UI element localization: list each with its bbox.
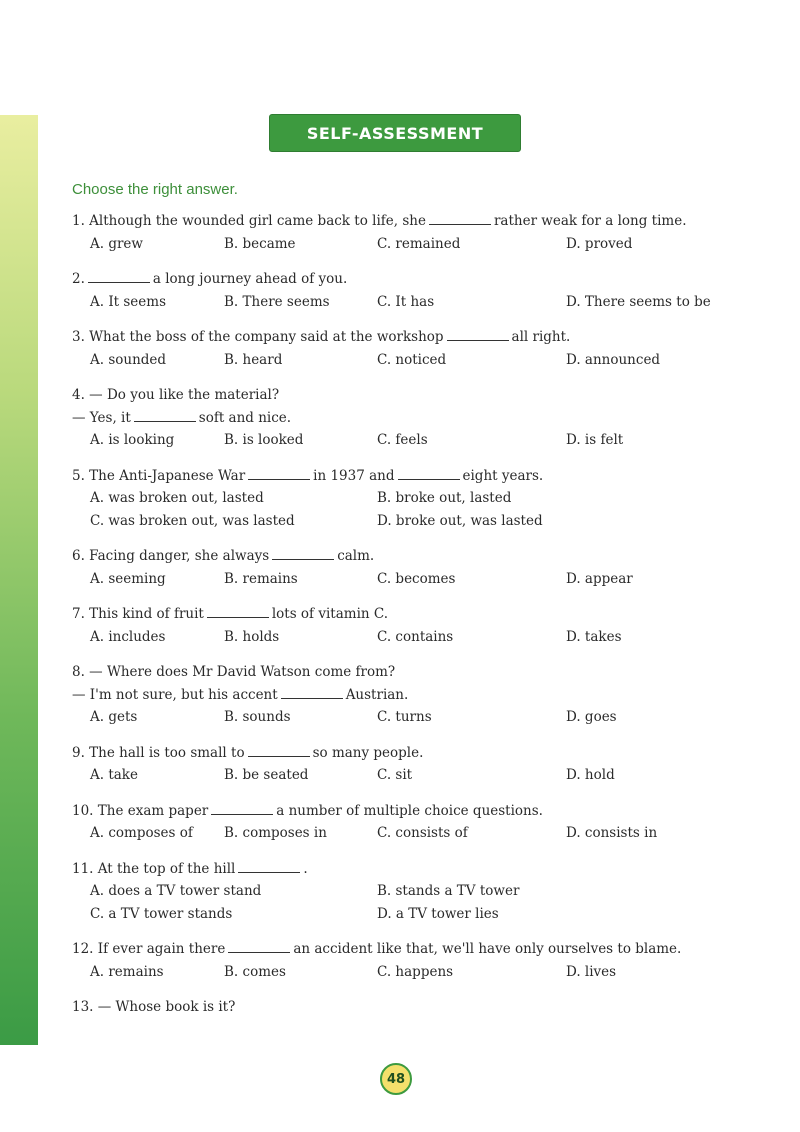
question-text — [72, 326, 732, 349]
answer-option[interactable]: B. is looked — [224, 432, 304, 448]
option-row — [72, 233, 732, 256]
answer-option[interactable]: D. announced — [566, 351, 661, 368]
answer-option[interactable]: C. becomes — [377, 570, 456, 587]
question-text — [72, 384, 732, 407]
answer-option[interactable]: B. stands a TV tower — [377, 883, 520, 899]
question-9 — [72, 742, 732, 787]
side-color-bar — [0, 115, 38, 1045]
question-8 — [72, 661, 732, 729]
question-text-after: Austrian. — [345, 686, 409, 703]
question-text-before: 8. — Where does Mr David Watson come from? — [72, 664, 396, 680]
question-text — [72, 800, 732, 823]
question-7 — [72, 603, 732, 648]
question-text-before: — Yes, it — [72, 409, 131, 426]
question-text-after: eight years. — [462, 467, 544, 484]
answer-option[interactable]: A. is looking — [90, 432, 175, 448]
answer-option[interactable]: A. grew — [90, 235, 143, 252]
question-text — [72, 465, 732, 488]
answer-option[interactable]: C. noticed — [377, 351, 447, 368]
question-1 — [72, 210, 732, 255]
instruction-text: Choose the right answer. — [72, 181, 238, 198]
answer-option[interactable]: A. It seems — [90, 293, 167, 310]
answer-option[interactable]: C. contains — [377, 628, 454, 645]
question-3 — [72, 326, 732, 371]
answer-option[interactable]: C. turns — [377, 709, 432, 725]
answer-option[interactable]: A. composes of — [90, 825, 193, 841]
answer-blank[interactable] — [238, 860, 300, 873]
answer-blank[interactable] — [228, 940, 290, 953]
question-text-after: an accident like that, we'll have only ourselves to blame. — [293, 941, 682, 957]
question-text-after: so many people. — [312, 744, 424, 761]
answer-option[interactable]: D. hold — [566, 767, 615, 783]
question-text-mid: in 1937 and — [313, 467, 395, 484]
question-text — [72, 996, 732, 1019]
question-text-after: calm. — [337, 548, 375, 564]
option-row — [72, 764, 732, 787]
question-text — [72, 407, 732, 430]
question-text-after: . — [303, 860, 308, 877]
question-text — [72, 742, 732, 765]
answer-option[interactable]: A. seeming — [90, 570, 166, 587]
question-text-before: 4. — Do you like the material? — [72, 387, 280, 403]
answer-option[interactable]: B. comes — [224, 963, 286, 980]
answer-option[interactable]: D. goes — [566, 709, 617, 725]
answer-blank[interactable] — [429, 212, 491, 225]
question-text-before: 12. If ever again there — [72, 941, 226, 957]
question-text-after: all right. — [511, 329, 571, 345]
answer-blank[interactable] — [248, 467, 310, 480]
question-text-after: lots of vitamin C. — [271, 606, 389, 622]
answer-option[interactable]: D. is felt — [566, 432, 624, 448]
answer-blank[interactable] — [248, 744, 310, 757]
option-row — [72, 626, 732, 649]
answer-option[interactable]: C. a TV tower stands — [90, 905, 233, 922]
question-text — [72, 210, 732, 233]
question-text — [72, 661, 732, 684]
answer-blank[interactable] — [281, 686, 343, 699]
answer-option[interactable]: B. There seems — [224, 293, 330, 310]
page-number: 48 — [380, 1063, 412, 1095]
answer-option[interactable]: C. happens — [377, 963, 454, 980]
option-row — [72, 510, 732, 533]
answer-option[interactable]: A. does a TV tower stand — [90, 883, 262, 899]
answer-option[interactable]: D. broke out, was lasted — [377, 512, 543, 529]
section-title: SELF-ASSESSMENT — [269, 114, 521, 152]
option-row — [72, 822, 732, 845]
question-text — [72, 684, 732, 707]
answer-blank[interactable] — [134, 409, 196, 422]
question-text-before: 6. Facing danger, she always — [72, 548, 270, 564]
answer-option[interactable]: A. remains — [90, 963, 164, 980]
question-text — [72, 268, 732, 291]
answer-option[interactable]: C. feels — [377, 432, 428, 448]
option-row — [72, 568, 732, 591]
question-text-before: 3. What the boss of the company said at the workshop — [72, 329, 444, 345]
answer-option[interactable]: A. was broken out, lasted — [90, 490, 264, 506]
answer-option[interactable]: D. appear — [566, 570, 633, 587]
answer-option[interactable]: C. was broken out, was lasted — [90, 512, 295, 529]
answer-blank[interactable] — [272, 547, 334, 560]
answer-blank[interactable] — [447, 328, 509, 341]
option-row — [72, 903, 732, 926]
option-row — [72, 429, 732, 452]
answer-blank[interactable] — [88, 270, 150, 283]
question-text-before: 2. — [72, 271, 85, 287]
question-11 — [72, 858, 732, 926]
question-text-after: rather weak for a long time. — [493, 213, 687, 229]
question-text-before: 1. Although the wounded girl came back to life, she — [72, 213, 426, 229]
option-row — [72, 487, 732, 510]
answer-option[interactable]: C. remained — [377, 235, 461, 252]
question-text — [72, 603, 732, 626]
question-text-before: 7. This kind of fruit — [72, 606, 204, 622]
question-list — [72, 210, 732, 1032]
question-text-after: a long journey ahead of you. — [152, 271, 348, 287]
question-text-after: a number of multiple choice questions. — [276, 802, 543, 819]
answer-option[interactable]: B. holds — [224, 628, 280, 645]
answer-option[interactable]: C. consists of — [377, 825, 468, 841]
option-row — [72, 880, 732, 903]
answer-option[interactable]: B. became — [224, 235, 296, 252]
question-10 — [72, 800, 732, 845]
question-6 — [72, 545, 732, 590]
question-text-before: 9. The hall is too small to — [72, 744, 245, 761]
answer-option[interactable]: A. gets — [90, 709, 138, 725]
question-text — [72, 545, 732, 568]
answer-option[interactable]: B. be seated — [224, 767, 309, 783]
answer-option[interactable]: B. sounds — [224, 709, 291, 725]
question-text-before: 10. The exam paper — [72, 802, 209, 819]
answer-option[interactable]: B. composes in — [224, 825, 327, 841]
answer-option[interactable]: B. remains — [224, 570, 298, 587]
answer-option[interactable]: D. a TV tower lies — [377, 905, 499, 922]
question-text — [72, 938, 732, 961]
answer-option[interactable]: D. lives — [566, 963, 617, 980]
question-5 — [72, 465, 732, 533]
answer-blank[interactable] — [211, 802, 273, 815]
option-row — [72, 291, 732, 314]
question-2 — [72, 268, 732, 313]
question-13 — [72, 996, 732, 1019]
option-row — [72, 706, 732, 729]
option-row — [72, 349, 732, 372]
answer-blank[interactable] — [398, 467, 460, 480]
answer-option[interactable]: B. heard — [224, 351, 283, 368]
answer-option[interactable]: B. broke out, lasted — [377, 490, 512, 506]
question-text-after: soft and nice. — [198, 409, 292, 426]
option-row — [72, 961, 732, 984]
answer-option[interactable]: A. sounded — [90, 351, 167, 368]
answer-option[interactable]: D. takes — [566, 628, 622, 645]
answer-option[interactable]: D. consists in — [566, 825, 658, 841]
question-4 — [72, 384, 732, 452]
answer-option[interactable]: D. proved — [566, 235, 633, 252]
question-text-before: 5. The Anti-Japanese War — [72, 467, 246, 484]
answer-option[interactable]: A. take — [90, 767, 138, 783]
question-text-before: 13. — Whose book is it? — [72, 999, 236, 1015]
question-text-before: — I'm not sure, but his accent — [72, 686, 278, 703]
answer-option[interactable]: D. There seems to be — [566, 293, 711, 310]
question-text-before: 11. At the top of the hill — [72, 860, 236, 877]
answer-blank[interactable] — [207, 605, 269, 618]
answer-option[interactable]: C. It has — [377, 293, 435, 310]
question-text — [72, 858, 732, 881]
answer-option[interactable]: C. sit — [377, 767, 413, 783]
answer-option[interactable]: A. includes — [90, 628, 166, 645]
question-12 — [72, 938, 732, 983]
